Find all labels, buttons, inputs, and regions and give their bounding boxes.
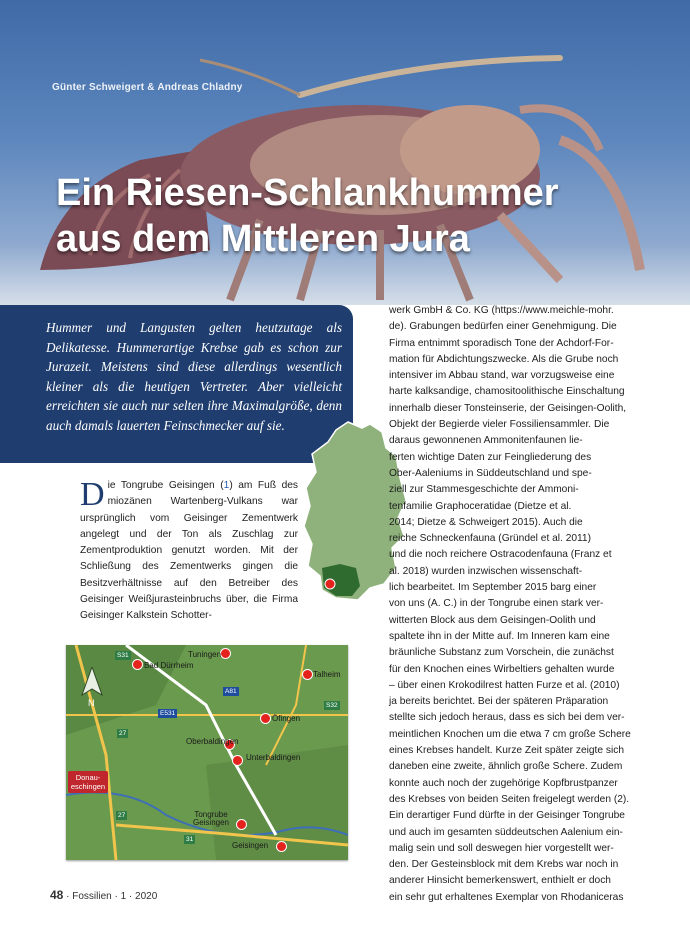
col2-line: ziell zur Stammesgeschichte der Ammoni- [389,484,579,496]
road-label: S32 [326,702,338,709]
town-marker [276,841,287,852]
col2-line: ein sehr gut erhaltenes Exemplar von Rhodaniceras [389,891,624,903]
town-label: Bad Dürrheim [144,661,194,670]
article-title [56,170,559,262]
col2-line: des Krebses von beiden Seiten freigelegt werden (2). [389,793,630,805]
col2-line: witterten Block aus dem Geisingen-Oolith und [389,614,596,626]
road-label: 27 [119,730,127,737]
road-label: 31 [186,836,194,843]
col2-line: von uns (A. C.) in der Tongrube einen stark ver- [389,598,604,610]
col2-line: den. Der Gesteinsblock mit dem Krebs war noch in [389,859,619,871]
town-label: Tuningen [188,650,222,659]
col2-line: stellte sich jedoch heraus, dass es sich bei dem ver- [389,712,625,724]
town-marker [132,659,143,670]
col2-line: mation für Abdichtungszwecke. Als die Grube noch [389,353,619,365]
title-line-2: aus dem Mittleren Jura [56,218,470,260]
col2-line: Ein derartiger Fund dürfte in der Geisinger Tongrube [389,810,625,822]
col1-text-b: ) am Fuß des miozänen Wartenberg-Vulkans war ursprünglich vom Geisinger Zementwerk angelegt und der Ton als Zuschlag zur Zementproduktion genutzt worden. Mit der Schließung des Zementwerks gingen die Besitzverhältnisse auf den Betreiber des Geisinger Weißjurasteinbruchs über, die Firma Geisinger Kalkstein Schotter- [80,480,299,622]
town-marker [232,755,243,766]
north-label: N [88,698,95,707]
town-label: Tongrube Geisingen [192,810,230,827]
road-label: E531 [160,710,176,717]
col2-line: ja bereits berichtet. Bei der späteren Präparation [389,696,609,708]
col2-line: daneben eine zweite, ähnlich große Schere. Zudem [389,761,623,773]
col2-line: de). Grabungen bedürfen einer Genehmigung. Die [389,321,617,333]
road-label: A81 [225,688,237,695]
col2-line: Objekt der Begierde vieler Fossiliensammler. Die [389,419,610,431]
col2-line: tenfamilie Graphoceratidae (Dietze et al. [389,500,572,512]
location-map [66,645,348,860]
town-marker [236,819,247,830]
page-number: 48 [50,888,64,902]
col2-line: innerhalb dieser Tonsteinserie, der Geisingen-Oolith, [389,402,627,414]
location-marker-icon [325,579,335,589]
col1-text-a: ie Tongrube Geisingen ( [107,480,224,491]
town-label: Oberbaldingen [186,737,239,746]
drop-cap: D [80,476,105,513]
col2-line: werk GmbH & Co. KG (https://www.meichle-mohr. [389,305,614,316]
col2-line: meintlichen Knochen um die etwa 7 cm große Schere [389,728,631,740]
road-label: 27 [118,812,126,819]
col2-line: malig sein und soll deswegen hier vorgestellt wer- [389,842,614,854]
col2-line: Ober-Aaleniums in Süddeutschland und spe- [389,467,592,479]
col2-line: anderer Hinsicht bemerkenswert, enthielt er doch [389,875,611,887]
col2-line: al. 2018) wurden inzwischen wissenschaft- [389,565,583,577]
donaueschingen-label: Donau-eschingen [68,771,108,793]
col2-line: konnte auch noch der zugehörige Kopfbrustpanzer [389,777,618,789]
col2-line: – über einen Krokodilrest hatten Furze et al. (2010) [389,679,620,691]
col2-line: für den Knochen eines Wirbeltiers gehalten wurde [389,663,615,675]
north-arrow-icon [80,667,104,707]
hero-image [0,0,690,305]
figure-ref-1[interactable]: 1 [223,480,230,491]
town-label: Talheim [313,670,341,679]
page-footer [50,888,157,902]
body-column-2 [389,303,631,906]
town-label: Öfingen [272,714,301,723]
journal-label: · Fossilien · 1 · 2020 [66,891,158,902]
town-marker [220,648,231,659]
col2-line: lich bearbeitet. Im September 2015 barg einer [389,582,597,594]
col2-line: ferten wichtige Daten zur Feingliederung des [389,451,592,463]
col2-line: Firma entnimmt sporadisch Tone der Achdorf-For- [389,337,614,349]
body-column-1 [80,478,298,625]
town-marker [302,669,313,680]
col2-line: daraus gewonnenen Ammonitenfaunen lie- [389,435,583,447]
col2-line: reiche Schneckenfauna (Gründel et al. 2011) [389,533,591,545]
title-line-1: Ein Riesen-Schlankhummer [56,172,559,214]
col2-line: spaltete ihn in der Mitte auf. Im Inneren kam eine [389,630,610,642]
col2-line: und auch im gesamten süddeutschen Aalenium ein- [389,826,623,838]
col2-line: intensiver im Abbau stand, war vorzugsweise eine [389,370,615,382]
col2-line: bräunliche Substanz zum Vorschein, die zunächst [389,647,614,659]
town-marker [260,713,271,724]
teaser-text: Hummer und Langusten gelten heutzutage als Delikatesse. Hummerartige Krebse gab es schon zur Jurazeit. Meistens sind diese allerdings wesentlich kleiner als die heutigen Vertreter. Aber vielleicht erreichten sie auch nur selten ihre Maximalgröße, denn auch damals lauerten Feinschmecker auf sie. [46,320,342,433]
road-label: S31 [117,652,129,659]
col2-line: und die noch reichere Ostracodenfauna (Franz et [389,549,612,561]
town-label: Unterbaldingen [246,753,301,762]
town-label: Geisingen [232,841,269,850]
authors: Günter Schweigert & Andreas Chladny [52,82,243,93]
col2-line: 2014; Dietze & Schweigert 2015). Auch die [389,516,583,528]
col2-line: eines Krebses handelt. Kurze Zeit später zeigte sich [389,745,625,757]
col2-line: harte kalksandige, chamositoolithische Einschaltung [389,386,625,398]
